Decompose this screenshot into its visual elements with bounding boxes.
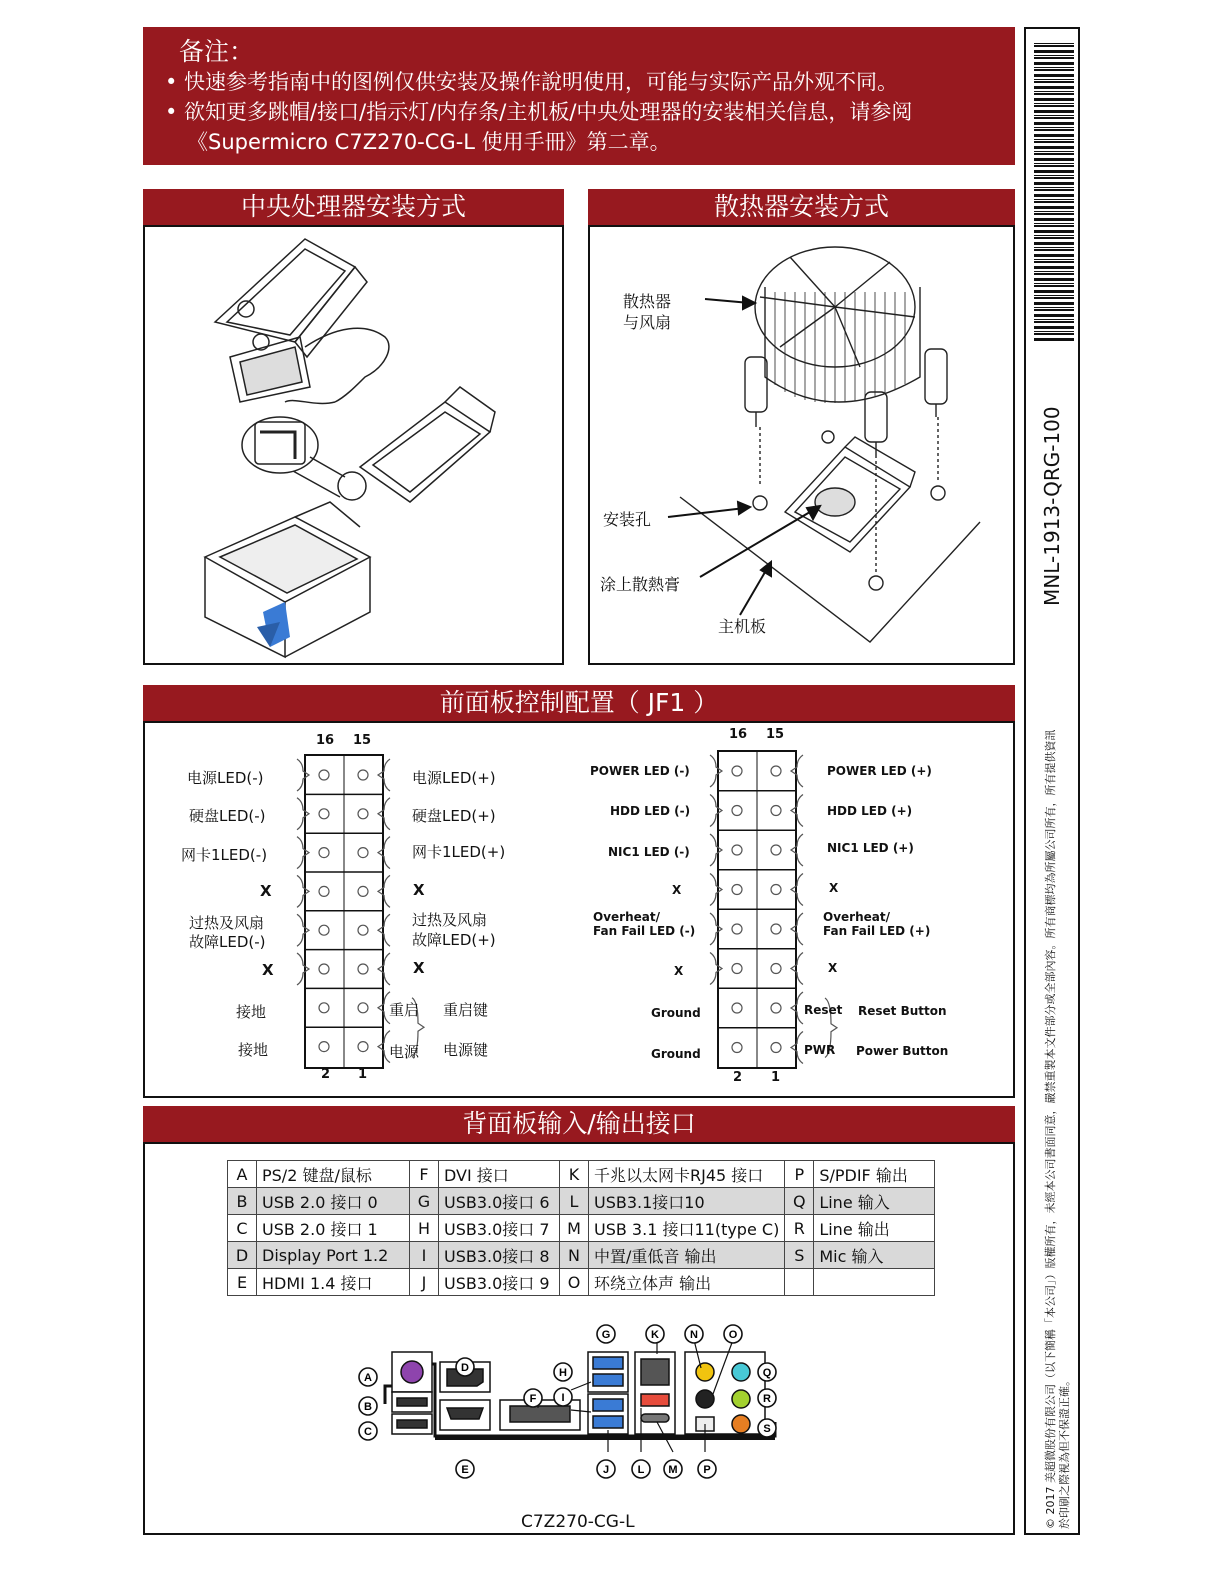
header-pin [732, 1043, 742, 1053]
port-description: USB3.1接口10 [589, 1188, 785, 1215]
barcode-bar [1034, 237, 1074, 239]
barcode-bar [1034, 141, 1074, 143]
barcode-bar [1034, 295, 1074, 296]
port-letter: S [785, 1242, 814, 1269]
en-left-5b: Fan Fail LED (-) [593, 924, 696, 938]
barcode-bar [1034, 271, 1074, 272]
en-right-1: POWER LED (+) [827, 764, 932, 778]
copyright-line-1: © 2017 美超微股份有限公司（以下簡稱「本公司」）版權所有，未經本公司書面同意，嚴禁重製本文件部分或全部內容。所有商標均為所屬公司所有，所有提供資訊 [1044, 729, 1057, 1529]
rear-io-panel [143, 1142, 1015, 1535]
barcode-bar [1034, 326, 1074, 329]
header-pin [319, 886, 329, 896]
header-pin [732, 766, 742, 776]
cpu-install-title: 中央处理器安装方式 [143, 189, 564, 225]
barcode-bar [1034, 338, 1074, 341]
port-description: USB3.0接口 6 [439, 1188, 560, 1215]
en-right-6: X [828, 961, 838, 975]
pin-brace [297, 837, 309, 869]
en-left-5a: Overheat/ [593, 910, 660, 924]
barcode-bar [1034, 105, 1074, 107]
cn-left-5b: 故障LED(-) [189, 933, 266, 951]
barcode-bar [1034, 91, 1074, 92]
barcode-bar [1034, 290, 1074, 293]
barcode-bar [1034, 319, 1074, 320]
barcode-bar [1034, 93, 1074, 95]
cpu-install-illustration [145, 227, 562, 663]
barcode-bar [1034, 165, 1074, 167]
en-right-3: NIC1 LED (+) [827, 841, 914, 855]
en-pin-15: 15 [766, 727, 785, 742]
header-pin [358, 809, 368, 819]
cn-right-2: 硬盘LED(+) [412, 807, 496, 825]
en-reset-button: Reset Button [858, 1004, 947, 1018]
heatsink-install-panel [588, 225, 1015, 665]
en-right-5a: Overheat/ [823, 910, 890, 924]
barcode-bar [1034, 194, 1074, 197]
pin-brace [297, 914, 309, 946]
header-pin [319, 848, 329, 858]
header-pin [319, 1003, 329, 1013]
callout-letter: N [690, 1329, 698, 1341]
port-description: USB3.0接口 7 [439, 1215, 560, 1242]
port-letter: D [228, 1242, 257, 1269]
port-description: USB3.0接口 9 [439, 1269, 560, 1296]
header-pin [358, 886, 368, 896]
barcode-bar [1034, 122, 1074, 125]
callout-letter: C [364, 1426, 372, 1438]
barcode-bar [1034, 79, 1074, 80]
barcode-bar [1034, 206, 1074, 209]
barcode-bar [1034, 62, 1074, 65]
port-description: USB3.0接口 8 [439, 1242, 560, 1269]
port-description: Line 输入 [814, 1188, 935, 1215]
barcode-bar [1034, 153, 1074, 155]
side-band [1024, 27, 1080, 1535]
cn-pin-16: 16 [316, 733, 335, 748]
notes-title: 备注： [179, 37, 255, 66]
notes-line-2: • 欲知更多跳帽/接口/指示灯/内存条/主机板/中央处理器的安装相关信息，请参阅 [165, 100, 913, 124]
en-right-4: X [829, 881, 839, 895]
pin-brace [710, 913, 722, 945]
callout-letter: R [763, 1393, 771, 1405]
barcode-bar [1034, 273, 1074, 275]
port-description: HDMI 1.4 接口 [257, 1269, 410, 1296]
callout-letter: H [559, 1367, 567, 1379]
barcode-bar [1034, 146, 1074, 149]
cn-right-5a: 过热及风扇 [412, 911, 488, 929]
callout-letter: P [703, 1464, 711, 1476]
port-letter: K [560, 1161, 589, 1188]
notes-line-1: • 快速参考指南中的图例仅供安装及操作說明使用，可能与实际产品外观不同。 [165, 70, 899, 94]
barcode-bar [1034, 139, 1074, 140]
en-pin-1: 1 [771, 1070, 781, 1085]
header-pin [771, 1003, 781, 1013]
jf1-panel [143, 721, 1015, 1098]
port-description: 千兆以太网卡RJ45 接口 [589, 1161, 785, 1188]
barcode-bar [1034, 129, 1074, 131]
port-letter: O [560, 1269, 589, 1296]
header-pin [732, 806, 742, 816]
en-pin-2: 2 [733, 1070, 743, 1085]
port-description: Mic 输入 [814, 1242, 935, 1269]
cn-right-1: 电源LED(+) [412, 769, 496, 787]
cn-right-3: 网卡1LED(+) [412, 843, 506, 861]
cn-pin-15: 15 [353, 733, 372, 748]
en-power-button: Power Button [856, 1044, 949, 1058]
barcode-bar [1034, 201, 1074, 203]
barcode-bar [1034, 50, 1074, 53]
port-letter: I [410, 1242, 439, 1269]
thermal-paste-label: 涂上散熱膏 [600, 575, 681, 594]
cn-power-button: 电源键 [443, 1041, 489, 1059]
cn-reset-button: 重启键 [443, 1001, 489, 1019]
callout-letter: I [561, 1392, 565, 1404]
header-pin [771, 964, 781, 974]
header-pin [358, 848, 368, 858]
header-pin [771, 1043, 781, 1053]
pin-brace [297, 953, 309, 985]
port-letter: E [228, 1269, 257, 1296]
barcode-bar [1034, 261, 1074, 263]
port-description: USB 2.0 接口 0 [257, 1188, 410, 1215]
port-letter: F [410, 1161, 439, 1188]
barcode-bar [1034, 321, 1074, 323]
barcode-bar [1034, 333, 1074, 335]
barcode-bar [1034, 307, 1074, 308]
barcode-bar [1034, 247, 1074, 248]
rear-io-table [227, 1160, 935, 1296]
cn-pin-2: 2 [321, 1067, 331, 1082]
header-pin [732, 885, 742, 895]
cn-left-8: 接地 [238, 1041, 269, 1059]
copyright-line-2: 於印刷之際視為但不保證正確。 [1058, 1375, 1071, 1529]
callout-letter: S [763, 1423, 771, 1435]
barcode-bar [1034, 151, 1074, 152]
port-description: S/PDIF 输出 [814, 1161, 935, 1188]
jf1-title: 前面板控制配置（ JF1 ） [143, 685, 1015, 721]
barcode-bar [1034, 283, 1074, 284]
barcode-bar [1034, 213, 1074, 215]
barcode-bar [1034, 117, 1074, 119]
cn-right-4: X [413, 881, 425, 899]
rear-model-label: C7Z270-CG-L [521, 1512, 635, 1532]
cn-left-3: 网卡1LED(-) [181, 846, 268, 864]
header-pin [358, 1042, 368, 1052]
motherboard-label: 主机板 [718, 617, 767, 636]
barcode-bar [1034, 211, 1074, 212]
header-pin [358, 925, 368, 935]
header-pin [732, 1003, 742, 1013]
barcode-bar [1034, 98, 1074, 101]
port-letter: P [785, 1161, 814, 1188]
cn-left-2: 硬盘LED(-) [189, 807, 266, 825]
callout-letter: K [651, 1329, 659, 1341]
port-letter: B [228, 1188, 257, 1215]
barcode-bar [1034, 45, 1074, 47]
callout-letter: D [461, 1362, 469, 1374]
header-pin [358, 1003, 368, 1013]
cn-left-7: 接地 [236, 1003, 267, 1021]
barcode-bar [1034, 223, 1074, 224]
barcode-bar [1034, 175, 1074, 176]
port-description: 中置/重低音 输出 [589, 1242, 785, 1269]
pin-brace [710, 953, 722, 985]
header-pin [319, 809, 329, 819]
en-left-4: X [672, 883, 682, 897]
pin-brace [710, 874, 722, 906]
header-pin [732, 964, 742, 974]
barcode-bar [1034, 158, 1074, 161]
en-pin-16: 16 [729, 727, 748, 742]
port-description: 环绕立体声 输出 [589, 1269, 785, 1296]
callout-letter: G [601, 1329, 611, 1341]
barcode-bar [1034, 242, 1074, 245]
port-description: USB 3.1 接口11(type C) [589, 1215, 785, 1242]
barcode-bar [1034, 127, 1074, 128]
notes-banner [143, 27, 1015, 165]
callout-letter: A [364, 1372, 372, 1384]
barcode-bar [1034, 182, 1074, 185]
barcode-bar [1034, 218, 1074, 221]
barcode-bar [1034, 81, 1074, 83]
barcode-bar [1034, 259, 1074, 260]
port-letter: G [410, 1188, 439, 1215]
callout-letter: B [364, 1401, 372, 1413]
mount-hole-label: 安装孔 [603, 510, 652, 529]
callout-letter: E [461, 1464, 469, 1476]
port-description: DVI 接口 [439, 1161, 560, 1188]
heatsink-label-1: 散热器 [623, 292, 672, 311]
en-left-8: Ground [651, 1047, 701, 1061]
en-left-2: HDD LED (-) [610, 804, 691, 818]
en-right-7: Reset [804, 1003, 843, 1017]
cn-left-5a: 过热及风扇 [189, 914, 265, 932]
port-description: Display Port 1.2 [257, 1242, 410, 1269]
header-pin [771, 845, 781, 855]
pin-brace [297, 759, 309, 791]
barcode-bar [1034, 297, 1074, 299]
en-left-1: POWER LED (-) [590, 764, 690, 778]
barcode-bar [1034, 189, 1074, 191]
barcode-bar [1034, 115, 1074, 116]
barcode-bar [1034, 199, 1074, 200]
barcode-bar [1034, 254, 1074, 257]
heatsink-install-title: 散热器安装方式 [588, 189, 1015, 225]
en-left-6: X [674, 964, 684, 978]
header-pin [319, 925, 329, 935]
barcode-bar [1034, 55, 1074, 56]
callout-letter: F [529, 1393, 537, 1405]
barcode-bar [1034, 309, 1074, 311]
en-left-3: NIC1 LED (-) [608, 845, 690, 859]
port-description: USB 2.0 接口 1 [257, 1215, 410, 1242]
port-description: PS/2 键盘/鼠标 [257, 1161, 410, 1188]
heatsink-label-2: 与风扇 [623, 313, 672, 332]
barcode-bar [1034, 74, 1074, 77]
rear-io-title: 背面板输入/输出接口 [143, 1106, 1015, 1142]
header-pin [358, 770, 368, 780]
callout-letter: M [668, 1464, 678, 1476]
callout-letter: O [728, 1329, 738, 1341]
header-pin [771, 806, 781, 816]
notes-line-3: 《Supermicro C7Z270-CG-L 使用手冊》第二章。 [187, 130, 671, 154]
port-letter: N [560, 1242, 589, 1269]
header-pin [319, 964, 329, 974]
callout-letter: L [637, 1464, 645, 1476]
en-left-7: Ground [651, 1006, 701, 1020]
pin-brace [710, 795, 722, 827]
cn-right-5b: 故障LED(+) [412, 931, 496, 949]
rear-io-row [228, 1269, 935, 1296]
barcode-bar [1034, 67, 1074, 68]
header-pin [319, 770, 329, 780]
barcode-bar [1034, 225, 1074, 227]
barcode-bar [1034, 177, 1074, 179]
cn-left-1: 电源LED(-) [187, 769, 264, 787]
barcode-bar [1034, 278, 1074, 281]
cn-right-6: X [413, 959, 425, 977]
en-right-8: PWR [804, 1043, 836, 1057]
header-pin [732, 845, 742, 855]
cn-pin-1: 1 [358, 1067, 368, 1082]
cn-left-6: X [262, 961, 274, 979]
pin-brace [297, 875, 309, 907]
cn-left-4: X [260, 882, 272, 900]
barcode-bar [1034, 57, 1074, 59]
port-letter: H [410, 1215, 439, 1242]
barcode-bar [1034, 331, 1074, 332]
rear-io-row [228, 1188, 935, 1215]
pin-brace [710, 755, 722, 787]
rear-io-row [228, 1161, 935, 1188]
barcode-bar [1034, 249, 1074, 251]
cpu-install-panel [143, 225, 564, 665]
header-pin [771, 766, 781, 776]
barcode-bar [1034, 110, 1074, 113]
barcode-bar [1034, 134, 1074, 137]
header-pin [319, 1042, 329, 1052]
header-pin [732, 924, 742, 934]
port-letter: J [410, 1269, 439, 1296]
rear-io-row [228, 1215, 935, 1242]
port-letter: A [228, 1161, 257, 1188]
rear-io-row [228, 1242, 935, 1269]
barcode-bar [1034, 266, 1074, 269]
barcode-bar [1034, 230, 1074, 233]
barcode-bar [1034, 69, 1074, 71]
cn-right-8: 电源 [389, 1043, 420, 1061]
port-letter: L [560, 1188, 589, 1215]
port-letter: Q [785, 1188, 814, 1215]
cn-right-7: 重启 [389, 1001, 420, 1019]
barcode-bar [1034, 302, 1074, 305]
callout-letter: Q [762, 1367, 772, 1379]
doc-number: MNL-1913-QRG-100 [1040, 406, 1064, 606]
port-letter: C [228, 1215, 257, 1242]
barcode [1034, 43, 1074, 343]
port-letter: M [560, 1215, 589, 1242]
port-letter: R [785, 1215, 814, 1242]
en-right-5b: Fan Fail LED (+) [823, 924, 931, 938]
barcode-bar [1034, 187, 1074, 188]
barcode-bar [1034, 43, 1074, 44]
pin-brace [297, 798, 309, 830]
barcode-bar [1034, 285, 1074, 287]
barcode-bar [1034, 163, 1074, 164]
barcode-bar [1034, 86, 1074, 89]
barcode-bar [1034, 170, 1074, 173]
port-description [814, 1269, 935, 1296]
port-letter [785, 1269, 814, 1296]
barcode-bar [1034, 235, 1074, 236]
header-pin [771, 885, 781, 895]
en-right-2: HDD LED (+) [827, 804, 913, 818]
header-pin [358, 964, 368, 974]
barcode-bar [1034, 103, 1074, 104]
pin-brace [710, 834, 722, 866]
port-description: Line 输出 [814, 1215, 935, 1242]
callout-letter: J [602, 1464, 610, 1476]
barcode-bar [1034, 314, 1074, 317]
header-pin [771, 924, 781, 934]
